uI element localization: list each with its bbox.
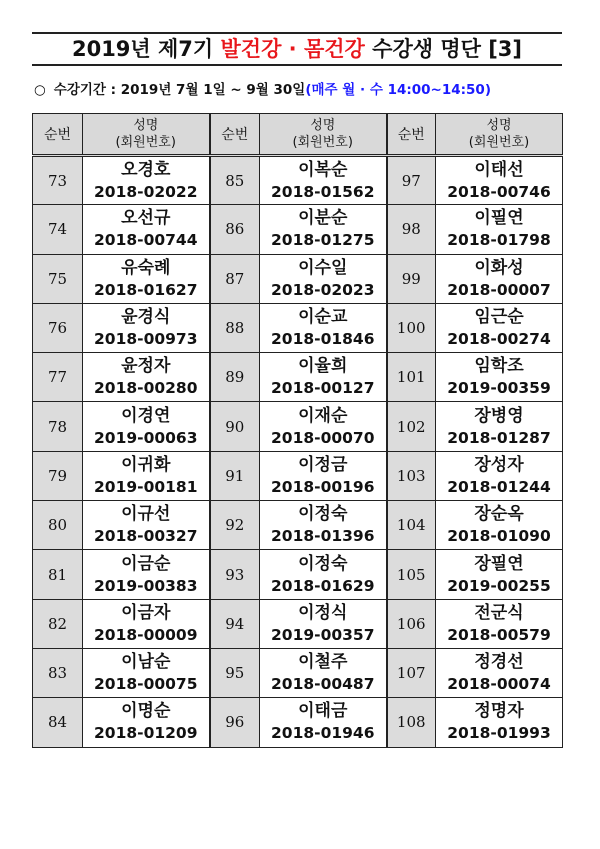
member-seq-number: 75: [33, 254, 83, 303]
member-cell: [436, 205, 563, 254]
member-seq-number: 78: [33, 402, 83, 451]
table-row: [33, 501, 563, 550]
member-seq-number: 86: [210, 205, 260, 254]
member-id: 2018-00280: [94, 379, 198, 398]
title-prefix: 2019년 제7기: [71, 37, 221, 61]
member-cell: [260, 353, 387, 402]
member-seq-number: 104: [387, 501, 436, 550]
member-seq-number: 108: [387, 698, 436, 747]
table-row: [33, 599, 563, 648]
member-cell: [260, 451, 387, 500]
header-name-line2: (회원번호): [115, 135, 176, 150]
member-name: 이순교: [298, 307, 348, 328]
member-name: 이남순: [121, 652, 171, 673]
member-seq-number: 81: [33, 550, 83, 599]
member-cell: [260, 303, 387, 352]
title-rule-bottom: [32, 64, 562, 66]
member-seq-number: 96: [210, 698, 260, 747]
member-name: 이필연: [474, 208, 524, 229]
member-cell: [83, 451, 210, 500]
member-seq-number: 106: [387, 599, 436, 648]
member-cell: [83, 254, 210, 303]
member-id: 2018-01275: [271, 231, 375, 250]
member-id: 2018-01993: [447, 724, 551, 743]
header-num: 순번: [33, 114, 83, 156]
member-cell: [436, 303, 563, 352]
member-name: 이귀화: [121, 454, 171, 475]
table-row: [33, 550, 563, 599]
member-id: 2018-00009: [94, 625, 198, 644]
header-name: [436, 114, 563, 156]
member-cell: [436, 402, 563, 451]
member-cell: [436, 550, 563, 599]
member-id: 2018-00127: [271, 379, 375, 398]
member-seq-number: 101: [387, 353, 436, 402]
member-cell: [83, 402, 210, 451]
member-name: 이분순: [298, 208, 348, 229]
member-cell: [436, 599, 563, 648]
member-seq-number: 89: [210, 353, 260, 402]
member-name: 이화성: [474, 257, 524, 278]
member-seq-number: 97: [387, 156, 436, 205]
member-id: 2018-01562: [271, 182, 375, 201]
member-name: 이수일: [298, 257, 348, 278]
member-cell: [260, 501, 387, 550]
member-seq-number: 76: [33, 303, 83, 352]
member-id: 2018-00074: [447, 675, 551, 694]
member-cell: [436, 648, 563, 697]
table-row: [33, 303, 563, 352]
member-cell: [83, 303, 210, 352]
member-name: 정경선: [474, 652, 524, 673]
table-row: [33, 205, 563, 254]
member-id: 2018-01396: [271, 527, 375, 546]
member-cell: [83, 156, 210, 205]
member-id: 2019-00357: [271, 625, 375, 644]
member-cell: [436, 451, 563, 500]
member-name: 유숙례: [121, 257, 171, 278]
member-id: 2018-02022: [94, 182, 198, 201]
member-id: 2018-00007: [447, 280, 551, 299]
member-id: 2019-00063: [94, 428, 198, 447]
member-id: 2018-00744: [94, 231, 198, 250]
member-cell: [260, 550, 387, 599]
member-name: 이태금: [298, 701, 348, 722]
member-name: 이경연: [121, 405, 171, 426]
member-id: 2018-01629: [271, 576, 375, 595]
member-name: 오경호: [121, 159, 171, 180]
header-num: 순번: [387, 114, 436, 156]
member-seq-number: 93: [210, 550, 260, 599]
title-block: [32, 32, 562, 66]
table-row: [33, 402, 563, 451]
member-name: 이정식: [298, 602, 348, 623]
member-seq-number: 90: [210, 402, 260, 451]
member-id: 2019-00383: [94, 576, 198, 595]
member-name: 이정숙: [298, 504, 348, 525]
member-id: 2018-02023: [271, 280, 375, 299]
member-name: 정명자: [474, 701, 524, 722]
member-id: 2018-01209: [94, 724, 198, 743]
member-cell: [436, 254, 563, 303]
member-seq-number: 105: [387, 550, 436, 599]
member-id: 2019-00255: [447, 576, 551, 595]
member-name: 오선규: [121, 208, 171, 229]
member-cell: [83, 648, 210, 697]
member-cell: [83, 205, 210, 254]
member-name: 이율희: [298, 356, 348, 377]
roster-header: [33, 114, 563, 156]
period-label: 수강기간 : 2019년 7월 1일 ~ 9월 30일: [53, 82, 306, 98]
member-id: 2018-01846: [271, 330, 375, 349]
member-cell: [83, 550, 210, 599]
course-period: [34, 79, 491, 101]
member-id: 2019-00181: [94, 477, 198, 496]
header-name: [83, 114, 210, 156]
member-id: 2018-01090: [447, 527, 551, 546]
member-id: 2018-00973: [94, 330, 198, 349]
member-seq-number: 73: [33, 156, 83, 205]
header-name-line1: 성명: [310, 118, 336, 133]
member-cell: [260, 156, 387, 205]
table-row: [33, 156, 563, 205]
member-name: 장성자: [474, 454, 524, 475]
member-id: 2018-00070: [271, 428, 375, 447]
table-row: [33, 451, 563, 500]
member-id: 2018-01798: [447, 231, 551, 250]
member-id: 2018-00327: [94, 527, 198, 546]
member-name: 이재순: [298, 405, 348, 426]
header-name: [260, 114, 387, 156]
member-name: 이복순: [298, 159, 348, 180]
member-seq-number: 79: [33, 451, 83, 500]
member-seq-number: 95: [210, 648, 260, 697]
member-seq-number: 87: [210, 254, 260, 303]
member-cell: [260, 205, 387, 254]
member-name: 전군식: [474, 602, 524, 623]
table-row: [33, 648, 563, 697]
member-name: 이규선: [121, 504, 171, 525]
member-seq-number: 80: [33, 501, 83, 550]
member-cell: [83, 599, 210, 648]
member-name: 윤정자: [121, 356, 171, 377]
member-id: 2018-00274: [447, 330, 551, 349]
member-name: 장필연: [474, 553, 524, 574]
member-id: 2018-01287: [447, 428, 551, 447]
header-name-line1: 성명: [486, 118, 512, 133]
member-name: 이금자: [121, 602, 171, 623]
member-seq-number: 91: [210, 451, 260, 500]
page-title: [32, 34, 562, 64]
member-seq-number: 77: [33, 353, 83, 402]
member-cell: [260, 254, 387, 303]
member-seq-number: 74: [33, 205, 83, 254]
member-id: 2018-00579: [447, 625, 551, 644]
member-name: 이명순: [121, 701, 171, 722]
member-seq-number: 82: [33, 599, 83, 648]
roster-body: [33, 156, 563, 748]
member-name: 이정금: [298, 454, 348, 475]
member-cell: [260, 698, 387, 747]
member-name: 이정숙: [298, 553, 348, 574]
member-id: 2018-01946: [271, 724, 375, 743]
member-id: 2018-00075: [94, 675, 198, 694]
member-cell: [436, 698, 563, 747]
member-cell: [83, 501, 210, 550]
member-name: 임근순: [474, 307, 524, 328]
member-id: 2018-00746: [447, 182, 551, 201]
member-id: 2018-01627: [94, 280, 198, 299]
member-seq-number: 98: [387, 205, 436, 254]
member-cell: [436, 353, 563, 402]
header-name-line2: (회원번호): [468, 135, 530, 150]
header-name-line2: (회원번호): [292, 135, 353, 150]
member-id: 2018-00487: [271, 675, 375, 694]
member-seq-number: 94: [210, 599, 260, 648]
member-seq-number: 103: [387, 451, 436, 500]
member-seq-number: 102: [387, 402, 436, 451]
roster-table: [32, 113, 563, 748]
member-cell: [260, 648, 387, 697]
member-name: 이철주: [298, 652, 348, 673]
member-cell: [83, 698, 210, 747]
table-row: [33, 254, 563, 303]
table-row: [33, 698, 563, 747]
member-seq-number: 83: [33, 648, 83, 697]
member-seq-number: 85: [210, 156, 260, 205]
member-cell: [83, 353, 210, 402]
member-name: 윤경식: [121, 307, 171, 328]
member-id: 2019-00359: [447, 379, 551, 398]
member-seq-number: 99: [387, 254, 436, 303]
member-name: 이금순: [121, 553, 171, 574]
member-name: 이태선: [474, 159, 524, 180]
period-schedule: (매주 월 · 수 14:00~14:50): [305, 82, 491, 98]
member-seq-number: 107: [387, 648, 436, 697]
member-name: 임학조: [474, 356, 524, 377]
title-suffix: 수강생 명단 [3]: [364, 37, 523, 61]
bullet-circle-icon: ○: [34, 82, 46, 98]
member-id: 2018-01244: [447, 477, 551, 496]
member-cell: [260, 599, 387, 648]
member-seq-number: 84: [33, 698, 83, 747]
member-cell: [260, 402, 387, 451]
member-seq-number: 88: [210, 303, 260, 352]
member-name: 장병영: [474, 405, 524, 426]
member-id: 2018-00196: [271, 477, 375, 496]
member-seq-number: 92: [210, 501, 260, 550]
header-num: 순번: [210, 114, 260, 156]
table-row: [33, 353, 563, 402]
member-name: 장순옥: [474, 504, 524, 525]
title-highlight: 발건강 · 몸건강: [220, 37, 365, 61]
member-seq-number: 100: [387, 303, 436, 352]
member-cell: [436, 501, 563, 550]
member-cell: [436, 156, 563, 205]
header-name-line1: 성명: [133, 118, 159, 133]
